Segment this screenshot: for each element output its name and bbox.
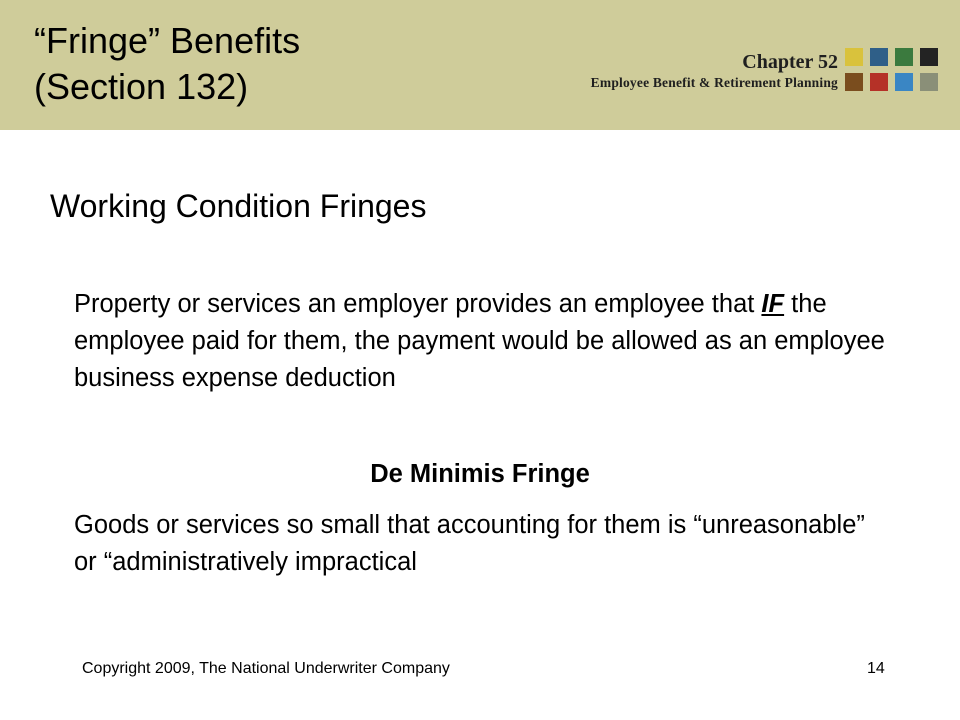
header-banner xyxy=(0,0,960,130)
emphasis-if: IF xyxy=(761,290,785,318)
slide-title-line1: “Fringe” Benefits xyxy=(34,20,301,61)
decor-square xyxy=(845,73,863,91)
slide-title xyxy=(34,18,300,110)
section-heading: Working Condition Fringes xyxy=(50,188,427,224)
de-minimis-heading: De Minimis Fringe xyxy=(370,460,590,488)
decor-square xyxy=(920,73,938,91)
decor-square xyxy=(870,48,888,66)
chapter-subtitle: Employee Benefit & Retirement Planning xyxy=(590,75,838,90)
working-condition-definition xyxy=(74,286,894,397)
decor-square xyxy=(895,73,913,91)
chapter-number: Chapter 52 xyxy=(742,51,838,73)
definition-text-end: the employee paid for them, the payment would be allowed as an employee business expense deduction xyxy=(74,290,885,392)
decor-square xyxy=(920,48,938,66)
decor-square xyxy=(870,73,888,91)
decor-square xyxy=(845,48,863,66)
chapter-label xyxy=(591,50,838,92)
decor-square xyxy=(895,48,913,66)
de-minimis-definition: Goods or services so small that accounting for them is “unreasonable” or “administratively impractical xyxy=(74,511,865,576)
page-number: 14 xyxy=(867,660,885,677)
definition-text-start: Property or services an employer provides an employee that xyxy=(74,290,762,318)
slide-title-line2: (Section 132) xyxy=(34,66,249,107)
copyright-notice: Copyright 2009, The National Underwriter Company xyxy=(82,660,450,677)
